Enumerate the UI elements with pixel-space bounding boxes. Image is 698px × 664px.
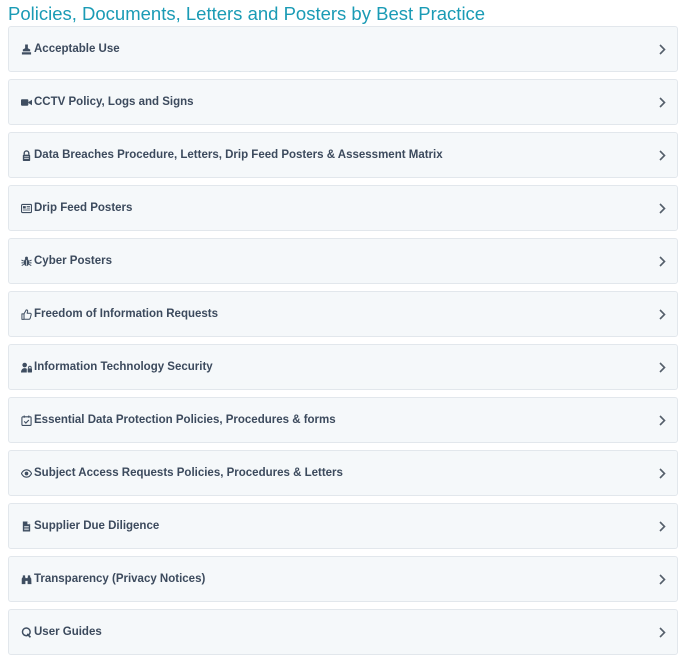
eye-icon xyxy=(20,467,32,479)
accordion-item-label: Data Breaches Procedure, Letters, Drip Feed Posters & Assessment Matrix xyxy=(34,149,443,161)
accordion-item-label: User Guides xyxy=(34,626,102,638)
newspaper-icon xyxy=(20,202,32,214)
accordion-item-cctv[interactable] xyxy=(8,79,678,125)
accordion-item-label: Acceptable Use xyxy=(34,43,120,55)
accordion-item-label: Freedom of Information Requests xyxy=(34,308,219,320)
binoculars-icon xyxy=(20,573,32,585)
accordion-item-label: CCTV Policy, Logs and Signs xyxy=(34,96,194,108)
accordion-item-essential-data-protection[interactable] xyxy=(8,397,678,443)
q-icon xyxy=(20,626,32,638)
stamp-icon xyxy=(20,43,32,55)
user-lock-icon xyxy=(20,361,32,373)
accordion-item-label: Subject Access Requests Policies, Procedures & Letters xyxy=(34,467,343,479)
chevron-right-icon[interactable] xyxy=(657,414,667,426)
lock-icon xyxy=(20,149,32,161)
accordion-item-label: Transparency (Privacy Notices) xyxy=(34,573,206,585)
accordion-item-drip-feed-posters[interactable] xyxy=(8,185,678,231)
chevron-right-icon[interactable] xyxy=(657,467,667,479)
chevron-right-icon[interactable] xyxy=(657,520,667,532)
bug-icon xyxy=(20,255,32,267)
accordion-item-label: Drip Feed Posters xyxy=(34,202,133,214)
accordion-item-freedom-of-information[interactable] xyxy=(8,291,678,337)
accordion-item-acceptable-use[interactable] xyxy=(8,26,678,72)
chevron-right-icon[interactable] xyxy=(657,202,667,214)
accordion-item-label: Cyber Posters xyxy=(34,255,112,267)
accordion-item-subject-access-requests[interactable] xyxy=(8,450,678,496)
accordion-item-cyber-posters[interactable] xyxy=(8,238,678,284)
video-camera-icon xyxy=(20,96,32,108)
file-text-icon xyxy=(20,520,32,532)
chevron-right-icon[interactable] xyxy=(657,149,667,161)
calendar-check-icon xyxy=(20,414,32,426)
thumbs-up-icon xyxy=(20,308,32,320)
accordion-item-label: Supplier Due Diligence xyxy=(34,520,160,532)
accordion-item-label: Essential Data Protection Policies, Procedures & forms xyxy=(34,414,336,426)
chevron-right-icon[interactable] xyxy=(657,255,667,267)
accordion-item-transparency[interactable] xyxy=(8,556,678,602)
chevron-right-icon[interactable] xyxy=(657,96,667,108)
chevron-right-icon[interactable] xyxy=(657,626,667,638)
chevron-right-icon[interactable] xyxy=(657,361,667,373)
accordion-item-label: Information Technology Security xyxy=(34,361,213,373)
page-title: Policies, Documents, Letters and Posters by Best Practice xyxy=(8,3,486,24)
chevron-right-icon[interactable] xyxy=(657,43,667,55)
chevron-right-icon[interactable] xyxy=(657,308,667,320)
accordion-item-user-guides[interactable] xyxy=(8,609,678,655)
accordion-item-data-breaches[interactable] xyxy=(8,132,678,178)
accordion-item-supplier-due-diligence[interactable] xyxy=(8,503,678,549)
accordion-item-it-security[interactable] xyxy=(8,344,678,390)
accordion xyxy=(8,26,678,662)
chevron-right-icon[interactable] xyxy=(657,573,667,585)
